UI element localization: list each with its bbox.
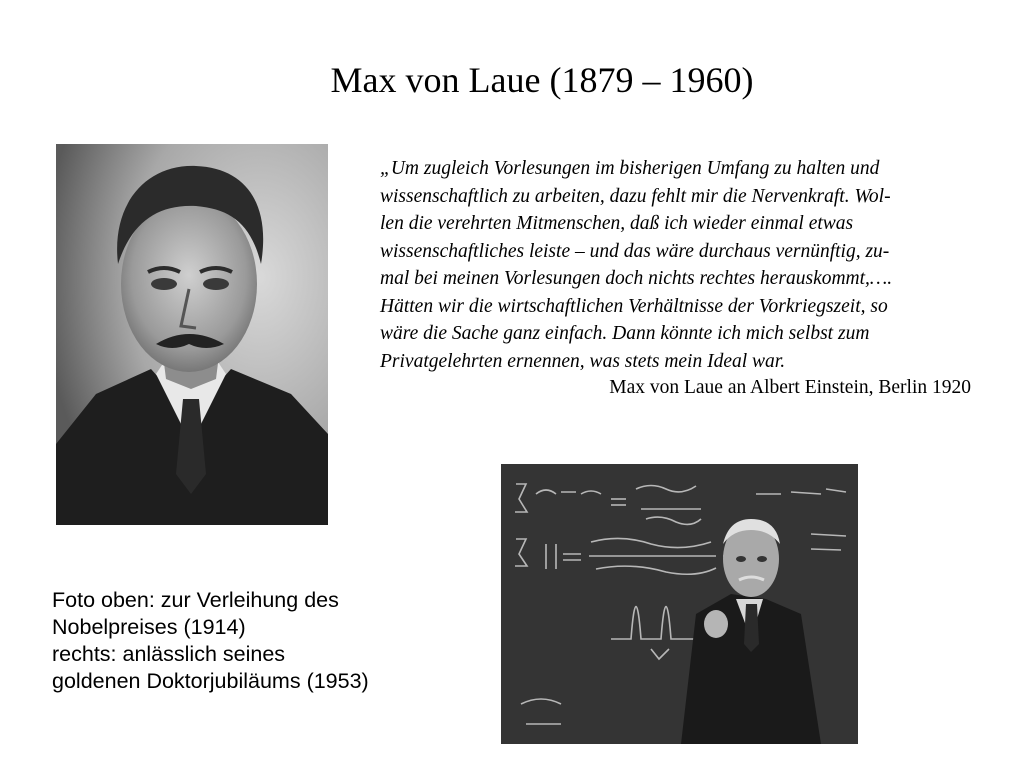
quote-line: „Um zugleich Vorlesungen im bisherigen Umfang zu halten und bbox=[380, 158, 880, 179]
slide-title: Max von Laue (1879 – 1960) bbox=[330, 60, 754, 100]
portrait-photo-1914 bbox=[56, 144, 328, 525]
quote-line: wissenschaftliches leiste – und das wäre durchaus vernünftig, zu- bbox=[380, 240, 890, 262]
caption-line: rechts: anlässlich seines bbox=[52, 642, 286, 666]
quote-attribution: Max von Laue an Albert Einstein, Berlin 1920 bbox=[609, 377, 971, 398]
quote-line: Hätten wir die wirtschaftlichen Verhältnisse der Vorkriegszeit, so bbox=[380, 295, 888, 317]
quote-line: len die verehrten Mitmenschen, daß ich wieder einmal etwas bbox=[380, 213, 854, 234]
caption-line: Foto oben: zur Verleihung des bbox=[52, 588, 339, 612]
caption-line: goldenen Doktorjubiläums (1953) bbox=[52, 669, 369, 693]
photo-caption bbox=[52, 587, 492, 695]
quote-line: Privatgelehrten ernennen, was stets mein Ideal war. bbox=[380, 350, 786, 372]
quote-line: wäre die Sache ganz einfach. Dann könnte ich mich selbst zum bbox=[380, 323, 870, 344]
quote-text bbox=[380, 155, 985, 375]
quote-line: wissenschaftlich zu arbeiten, dazu fehlt mir die Nervenkraft. Wol- bbox=[380, 185, 891, 207]
quote-line: mal bei meinen Vorlesungen doch nichts rechtes herauskommt,…. bbox=[380, 268, 893, 289]
blackboard-photo-1953 bbox=[501, 464, 858, 744]
caption-line: Nobelpreises (1914) bbox=[52, 615, 246, 639]
